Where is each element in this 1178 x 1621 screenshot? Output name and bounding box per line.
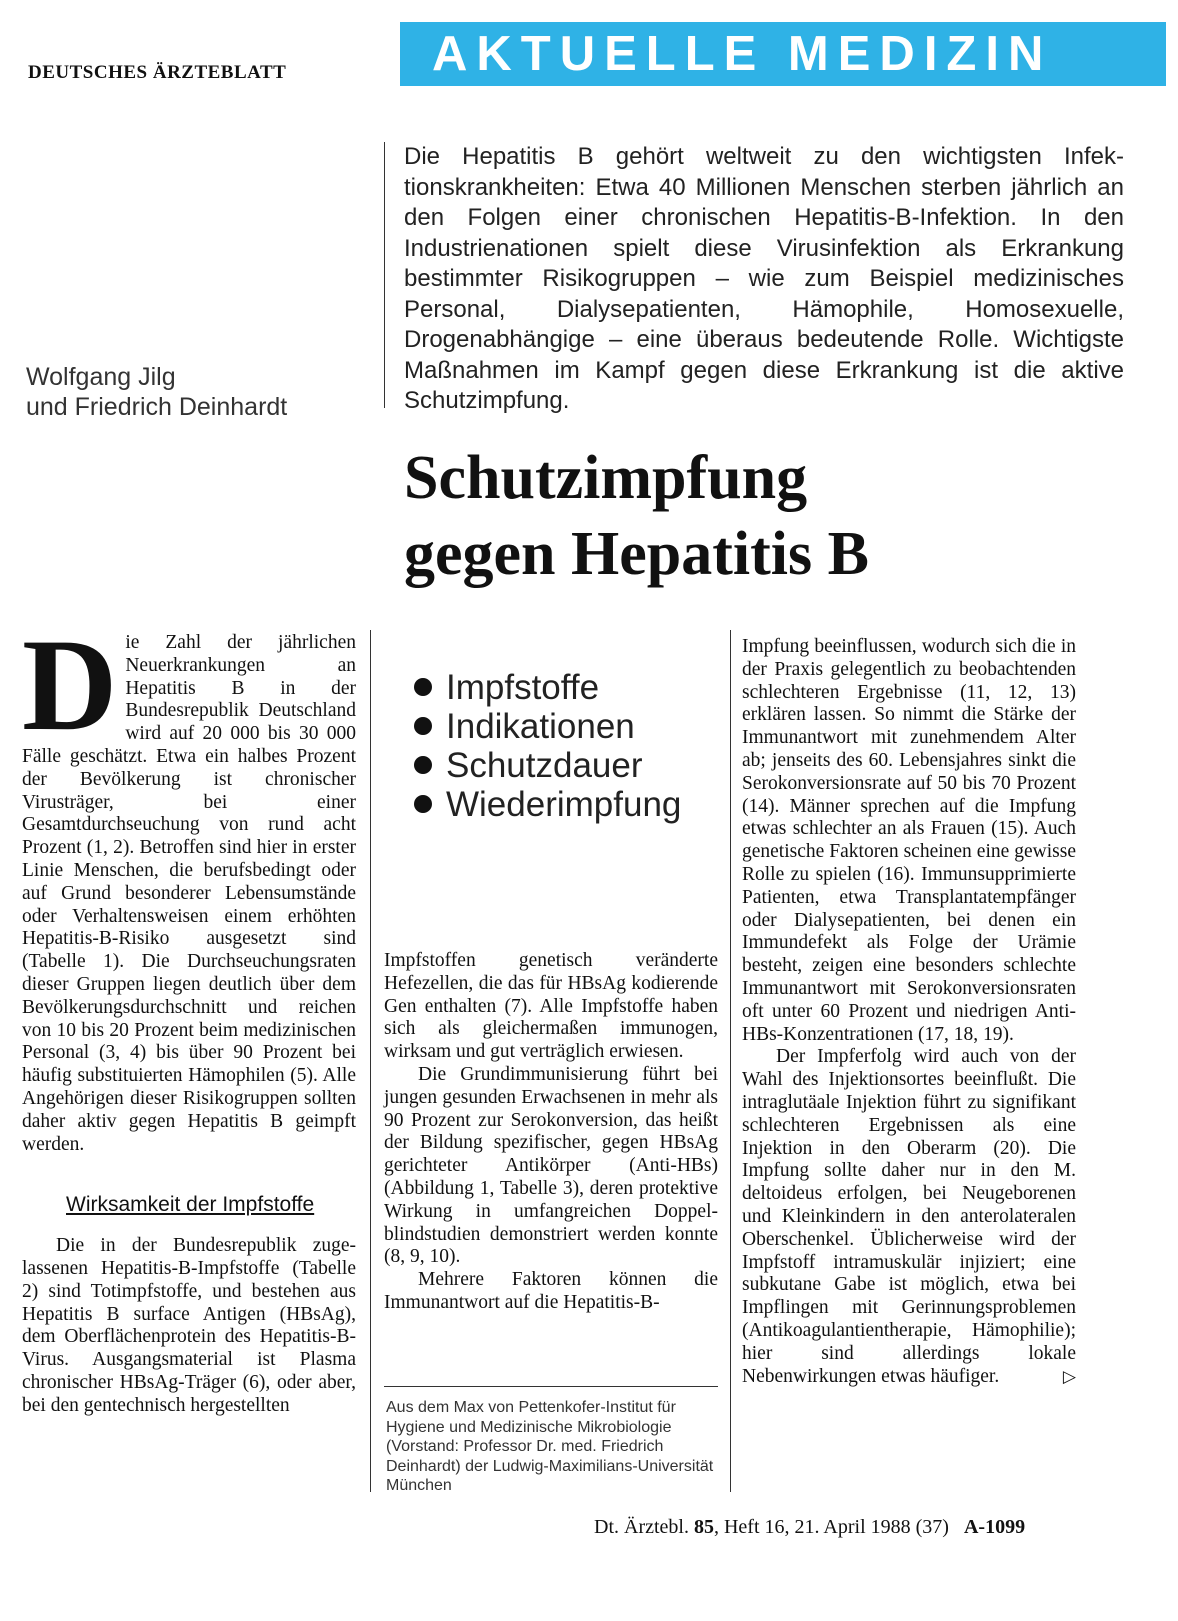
title-line-1: Schutzimpfung bbox=[404, 444, 808, 512]
column-2 bbox=[384, 950, 718, 1315]
topic-item: Schutzdauer bbox=[414, 746, 681, 785]
topic-item: Indikationen bbox=[414, 707, 681, 746]
page-number: A-1099 bbox=[963, 1516, 1026, 1538]
journal-name: DEUTSCHES ÄRZTEBLATT bbox=[28, 62, 287, 83]
column-divider-1 bbox=[370, 630, 371, 1492]
continue-arrow-icon: ▷ bbox=[1062, 1366, 1076, 1386]
footer-volume: 85 bbox=[693, 1516, 714, 1538]
column-1 bbox=[22, 611, 356, 1418]
page-footer bbox=[594, 1516, 1025, 1539]
bullet-icon bbox=[414, 756, 432, 774]
col1-paragraph-2: Die in der Bundesrepublik zugelassenen Hepatitis-B-Impfstoffe (Tabelle 2) sind Totimpfstoffe, und bestehen aus Hepatitis B surface Antigen (HBsAg), dem Oberflächenprotein des Hepatitis-B-Virus. Ausgangsmaterial ist Plasma chronischer HBsAg-Träger (6), oder aber, bei den gentechnisch hergestellten bbox=[22, 1235, 356, 1416]
bullet-icon bbox=[414, 678, 432, 696]
intro-divider bbox=[384, 142, 385, 408]
col2-paragraph-3: Mehrere Faktoren können die Immunantwort auf die Hepatitis-B- bbox=[384, 1269, 718, 1313]
column-3 bbox=[742, 636, 1076, 1388]
authors bbox=[26, 362, 287, 422]
intro-abstract bbox=[404, 142, 1124, 417]
topic-list bbox=[414, 668, 681, 824]
col3-paragraph-1: Impfung beeinflussen, wodurch sich die in der Praxis gelegentlich zu beobachtenden schlechteren Ergebnisse (11, 12, 13) erklären lassen. So nimmt die Stärke der Immunantwort mit zunehmendem Alter ab; jenseits des 60. Lebensjahres sinkt die Serokonversionsrate auf 50 bis 70 Prozent (14). Männer sprechen auf die Impfung etwas schlechter an als Frauen (15). Auch genetische Faktoren scheinen eine gewisse Rolle zu spielen (16). Immunsupprimierte Patienten, etwa Transplantatempfänger oder Dialysepatienten, bei denen ein Immundefekt als Folge der Urämie besteht, zeigen eine besonders schlechte Immunantwort mit Serokonversionsraten oft unter 60 Prozent und niedrigen Anti-HBs-Konzentrationen (17, 18, 19). bbox=[742, 636, 1076, 1045]
author-line-1: Wolfgang Jilg bbox=[26, 363, 176, 391]
section-heading: Wirksamkeit der Impfstoffe bbox=[66, 1193, 315, 1217]
title-line-2: gegen Hepatitis B bbox=[404, 520, 869, 588]
author-affiliation: Aus dem Max von Pettenkofer-Institut für Hygiene und Medizinische Mikrobiologie (Vorstand: Professor Dr. med. Friedrich Deinhardt) der Ludwig-Maximilians-Universität München bbox=[386, 1399, 714, 1495]
footer-issue: , Heft 16, 21. April 1988 (37) bbox=[713, 1516, 949, 1538]
col1-paragraph-1: ie Zahl der jährlichen Neuerkrankungen an Hepatitis B in der Bundesrepublik Deutschland wird auf 20 000 bis 30 000 Fälle geschätzt. Etwa ein halbes Prozent der Bevölkerung ist chronischer Virusträger, bei einer Gesamtdurchseuchung von rund acht Prozent (1, 2). Betroffen sind hier in erster Linie Menschen, die berufsbedingt oder auf Grund besonderer Lebensumstände oder Verhaltensweisen einem erhöhten Hepatitis-B-Risiko ausgesetzt sind (Tabelle 1). Die Durchseuchungsraten dieser Gruppen liegen deutlich über dem Bevölkerungsdurchschnitt und reichen von 10 bis 20 Prozent beim medizinischen Personal (3, 4) bis über 90 Prozent bei häufig substituierten Hämophilen (5). Alle Angehörigen dieser Risikogruppen sollten daher aktiv gegen Hepatitis B geimpft werden. bbox=[22, 632, 356, 1155]
intro-text: Die Hepatitis B gehört weltweit zu den wichtigsten Infektionskrankheiten: Etwa 40 Millionen Menschen sterben jährlich an den Folgen einer chronischen Hepatitis-B-Infektion. In den Industrienationen spielt diese Virusinfektion als Erkrankung bestimmter Risikogruppen – wie zum Beispiel medizinisches Personal, Dialysepatienten, Hämophile, Homosexuelle, Drogenabhängige – eine überaus bedeutende Rolle. Wichtigste Maßnahmen im Kampf gegen diese Erkrankung ist die aktive Schutzimpfung. bbox=[404, 143, 1124, 414]
topic-item: Wiederimpfung bbox=[414, 785, 681, 824]
section-banner: AKTUELLE MEDIZIN bbox=[400, 22, 1166, 86]
affiliation-rule bbox=[384, 1386, 718, 1387]
author-line-2: und Friedrich Deinhardt bbox=[26, 393, 288, 421]
article-title bbox=[404, 440, 869, 592]
drop-cap: D bbox=[22, 611, 118, 758]
col2-paragraph-2: Die Grundimmunisierung führt bei jungen gesunden Erwachsenen in mehr als 90 Prozent zur Serokonversion, das heißt der Bildung spezifischer, gegen HBsAg gerichteter Antikörper (Anti-HBs)(Abbildung 1, Tabelle 3), deren protektive Wirkung in umfangreichen Doppelblindstudien demonstriert werden konnte (8, 9, 10). bbox=[384, 1063, 718, 1268]
col2-paragraph-1: Impfstoffen genetisch veränderte Hefezellen, die das für HBsAg kodierende Gen enthalten (7). Alle Impfstoffe haben sich als gleichermaßen immunogen, wirksam und gut verträglich erwiesen. bbox=[384, 950, 718, 1063]
bullet-icon bbox=[414, 795, 432, 813]
footer-citation: Dt. Ärztebl. bbox=[594, 1516, 689, 1538]
col3-paragraph-2: Der Impferfolg wird auch von der Wahl des Injektionsortes beeinflußt. Die intraglutäale Injektion führt zu signifikant schlechteren Ergebnissen als eine Injektion in den Oberarm (20). Die Impfung sollte daher nur in den M. deltoideus erfolgen, bei Neugeborenen und Kleinkindern in den anterolateralen Oberschenkel. Üblicherweise wird der Impfstoff intramuskulär injiziert; eine subkutane Gabe ist möglich, etwa bei Impflingen mit Gerinnungsproblemen (Antikoagulantientherapie, Hämophilie); hier sind allerdings lokale Nebenwirkungen etwas häufiger. ▷ bbox=[742, 1046, 1076, 1387]
column-divider-2 bbox=[730, 630, 731, 1492]
bullet-icon bbox=[414, 717, 432, 735]
topic-item: Impfstoffe bbox=[414, 668, 681, 707]
